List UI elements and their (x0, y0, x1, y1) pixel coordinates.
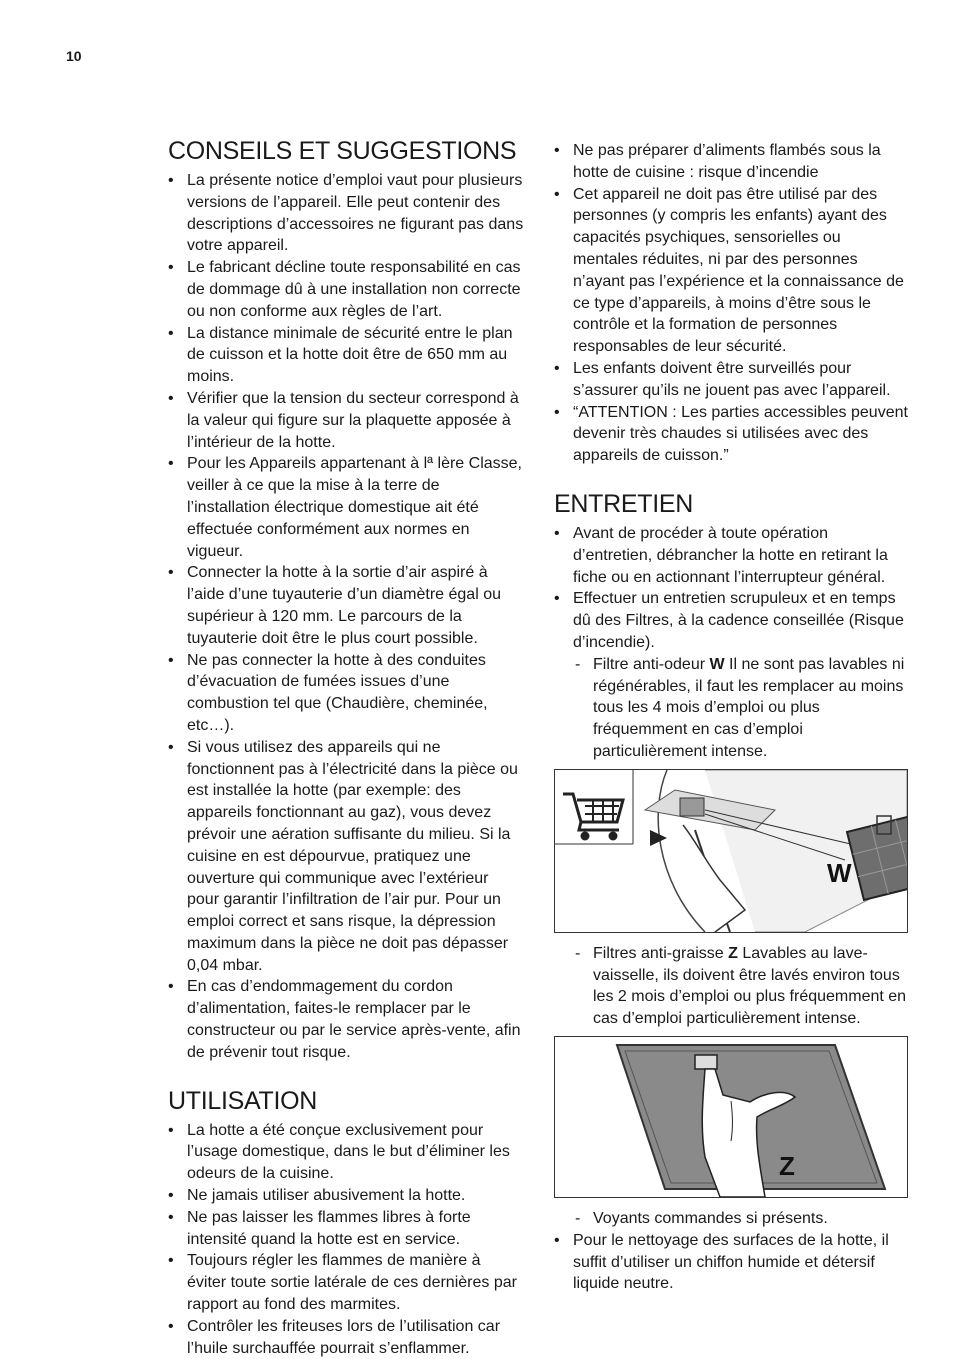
list-item: • En cas d’endommagement du cordon d’alimentation, faites-le remplacer par le constructeur ou par le service après-vente, afin de prévenir tout risque. (168, 976, 524, 1063)
list-item: • Effectuer un entretien scrupuleux et en temps dû des Filtres, à la cadence conseillée (Risque d’incendie). (554, 588, 910, 653)
list-item: • La distance minimale de sécurité entre le plan de cuisson et la hotte doit être de 650 mm au moins. (168, 323, 524, 388)
entretien-list (554, 523, 910, 763)
section-title-entretien: ENTRETIEN (554, 489, 693, 518)
list-item: • Pour le nettoyage des surfaces de la hotte, il suffit d’utiliser un chiffon humide et détersif liquide neutre. (554, 1230, 910, 1295)
figure-z-label: Z (779, 1150, 795, 1181)
conseils-list (168, 170, 524, 1064)
section-title-utilisation: UTILISATION (168, 1086, 318, 1115)
sub-item-text: Il ne sont pas lavables ni régénérables, il faut les remplacer au moins tous les 4 mois d’emploi ou plus fréquemment en cas d’emploi particulièrement intense. (593, 655, 905, 760)
utilisation-list (168, 1120, 524, 1359)
left-column (168, 136, 524, 1359)
sub-item-text: Filtres anti-graisse (593, 944, 729, 962)
cart-icon (563, 794, 623, 839)
list-item: • Toujours régler les flammes de manière à éviter toute sortie latérale de ces dernières par rapport au fond des marmites. (168, 1250, 524, 1315)
filter-w-illustration (555, 770, 907, 932)
safety-list (554, 140, 910, 467)
sub-item-filter-z (554, 943, 910, 1030)
list-item: • Contrôler les friteuses lors de l’utilisation car l’huile surchauffée pourrait s’enflammer. (168, 1316, 524, 1359)
list-item: • Ne pas connecter la hotte à des conduites d’évacuation de fumées issues d’une combustion tel que (Chaudière, cheminée, etc…). (168, 650, 524, 737)
list-item: • Pour les Appareils appartenant à lª lère Classe, veiller à ce que la mise à la terre de l’installation électrique domestique ait été effectuée conformément aux normes en vigueur. (168, 453, 524, 562)
page-number: 10 (66, 48, 82, 64)
filter-z-ref: Z (728, 944, 738, 962)
list-item: • Vérifier que la tension du secteur correspond à la valeur qui figure sur la plaquette apposée à l’intérieur de la hotte. (168, 388, 524, 453)
sub-item-filter-w (554, 654, 910, 763)
figure-w-label: W (827, 857, 852, 888)
entretien-list-3 (554, 1208, 910, 1295)
filter-z-illustration (555, 1037, 907, 1197)
list-item: • Avant de procéder à toute opération d’entretien, débrancher la hotte en retirant la fiche ou en actionnant l’interrupteur général. (554, 523, 910, 588)
filter-w-ref: W (709, 655, 725, 673)
figure-filter-w (554, 769, 908, 933)
right-column (554, 140, 910, 1295)
list-item: • Ne pas laisser les flammes libres à forte intensité quand la hotte est en service. (168, 1207, 524, 1251)
list-item: • La hotte a été conçue exclusivement pour l’usage domestique, dans le but d’éliminer les odeurs de la cuisine. (168, 1120, 524, 1185)
figure-filter-z (554, 1036, 908, 1198)
list-item: • Connecter la hotte à la sortie d’air aspiré à l’aide d’une tuyauterie d’un diamètre égal ou supérieur à 120 mm. Le parcours de la tuyauterie doit être le plus court possible. (168, 562, 524, 649)
list-item: • Ne pas préparer d’aliments flambés sous la hotte de cuisine : risque d’incendie (554, 140, 910, 184)
section-title-conseils: CONSEILS ET SUGGESTIONS (168, 137, 517, 165)
list-item: • Si vous utilisez des appareils qui ne fonctionnent pas à l’électricité dans la pièce ou est installée la hotte (par exemple: des appareils fonctionnant au gaz), vous devez prévoir une aération suffisante du milieu. Si la cuisine en est dépourvue, pratiquez une ouverture qui communique avec l’extérieur pour garantir l’infiltration de l’air pur. Pour un emploi correct et sans risque, la dépression maximum dans la pièce ne doit pas dépasser 0,04 mbar. (168, 737, 524, 977)
sub-item-text: Lavables au lave-vaisselle, ils doivent être lavés environ tous les 2 mois d’emploi ou plus fréquemment en cas d’emploi particulièrement intense. (593, 944, 907, 1028)
list-item: • La présente notice d’emploi vaut pour plusieurs versions de l’appareil. Elle peut contenir des descriptions d’accessoires ne figurant pas dans votre appareil. (168, 170, 524, 257)
list-item: • Cet appareil ne doit pas être utilisé par des personnes (y compris les enfants) ayant des capacités psychiques, sensorielles ou mentales réduites, ni par des personnes n’ayant pas l’expérience et la connaissance de ce type d’appareils, à moins d’être sous le contrôle et la formation de personnes responsables de leur sécurité. (554, 184, 910, 358)
sub-item-text: Filtre anti-odeur (593, 655, 710, 673)
sub-item-voyants: - Voyants commandes si présents. (554, 1208, 910, 1230)
list-item: • Ne jamais utiliser abusivement la hotte. (168, 1185, 524, 1207)
entretien-list-2 (554, 943, 910, 1030)
list-item: • Le fabricant décline toute responsabilité en cas de dommage dû à une installation non correcte ou non conforme aux règles de l’art. (168, 257, 524, 322)
list-item: • “ATTENTION : Les parties accessibles peuvent devenir très chaudes si utilisées avec des appareils de cuisson.” (554, 402, 910, 467)
list-item: • Les enfants doivent être surveillés pour s’assurer qu’ils ne jouent pas avec l’appareil. (554, 358, 910, 402)
